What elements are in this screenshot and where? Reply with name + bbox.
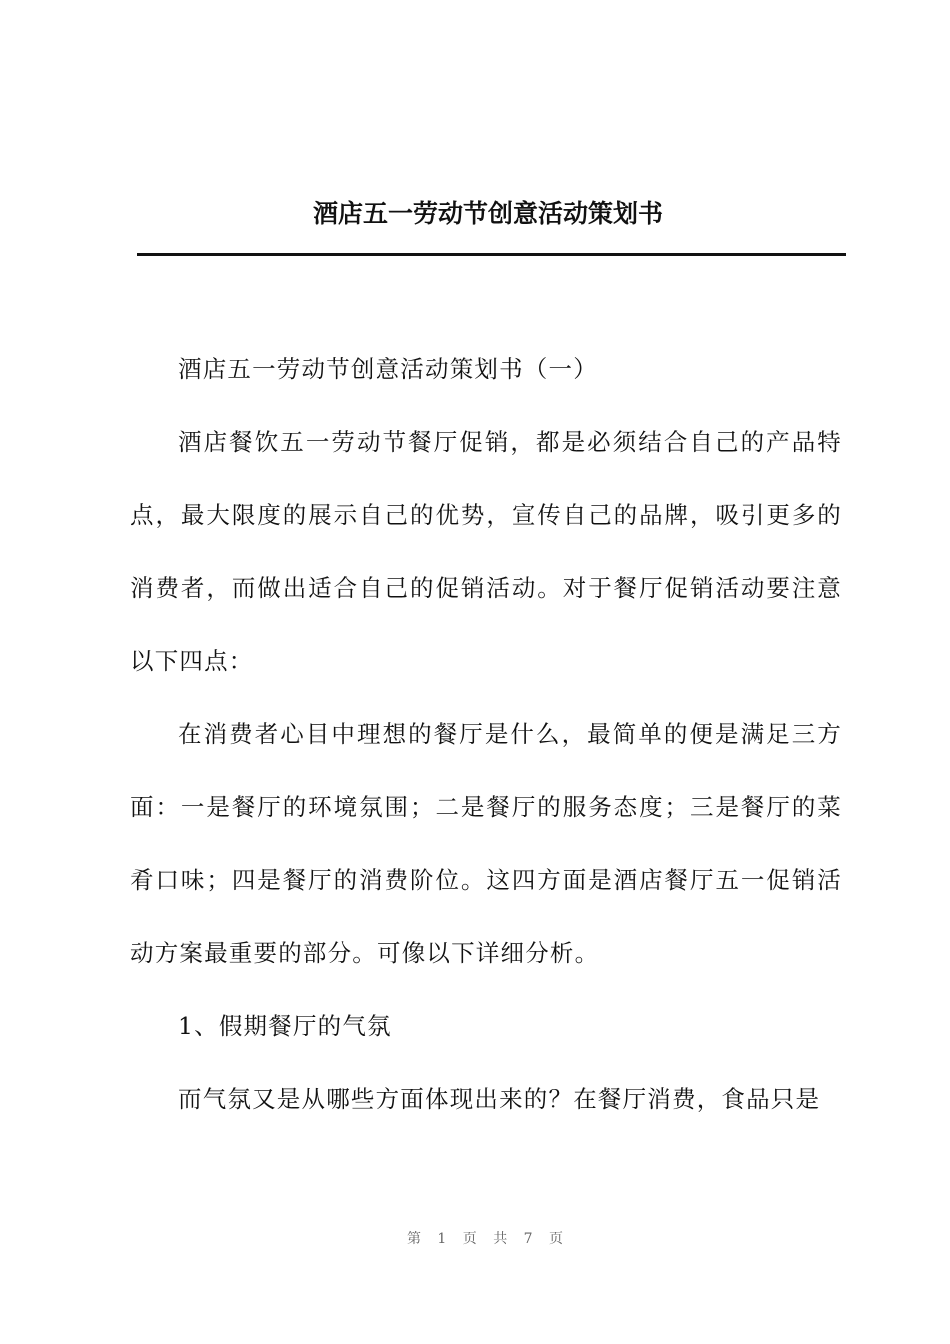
body-paragraph: 酒店餐饮五一劳动节餐厅促销，都是必须结合自己的产品特点，最大限度的展示自己的优势，宣传自己的品牌，吸引更多的消费者，而做出适合自己的促销活动。对于餐厅促销活动要注意以下四点：	[130, 428, 842, 675]
page-footer: 第 1 页 共 7 页	[406, 1231, 570, 1247]
title-divider	[137, 253, 846, 256]
document-body	[130, 333, 842, 1136]
body-paragraph: 而气氛又是从哪些方面体现出来的？在餐厅消费，食品只是	[178, 1085, 821, 1113]
body-paragraph: 在消费者心目中理想的餐厅是什么，最简单的便是满足三方面：一是餐厅的环境氛围；二是餐厅的服务态度；三是餐厅的菜肴口味；四是餐厅的消费阶位。这四方面是酒店餐厅五一促销活动方案最重要的部分。可像以下详细分析。	[130, 720, 842, 967]
page-title: 酒店五一劳动节创意活动策划书	[312, 199, 663, 228]
section-heading: 酒店五一劳动节创意活动策划书（一）	[178, 355, 598, 383]
subsection-heading: 1、假期餐厅的气氛	[178, 1012, 392, 1040]
